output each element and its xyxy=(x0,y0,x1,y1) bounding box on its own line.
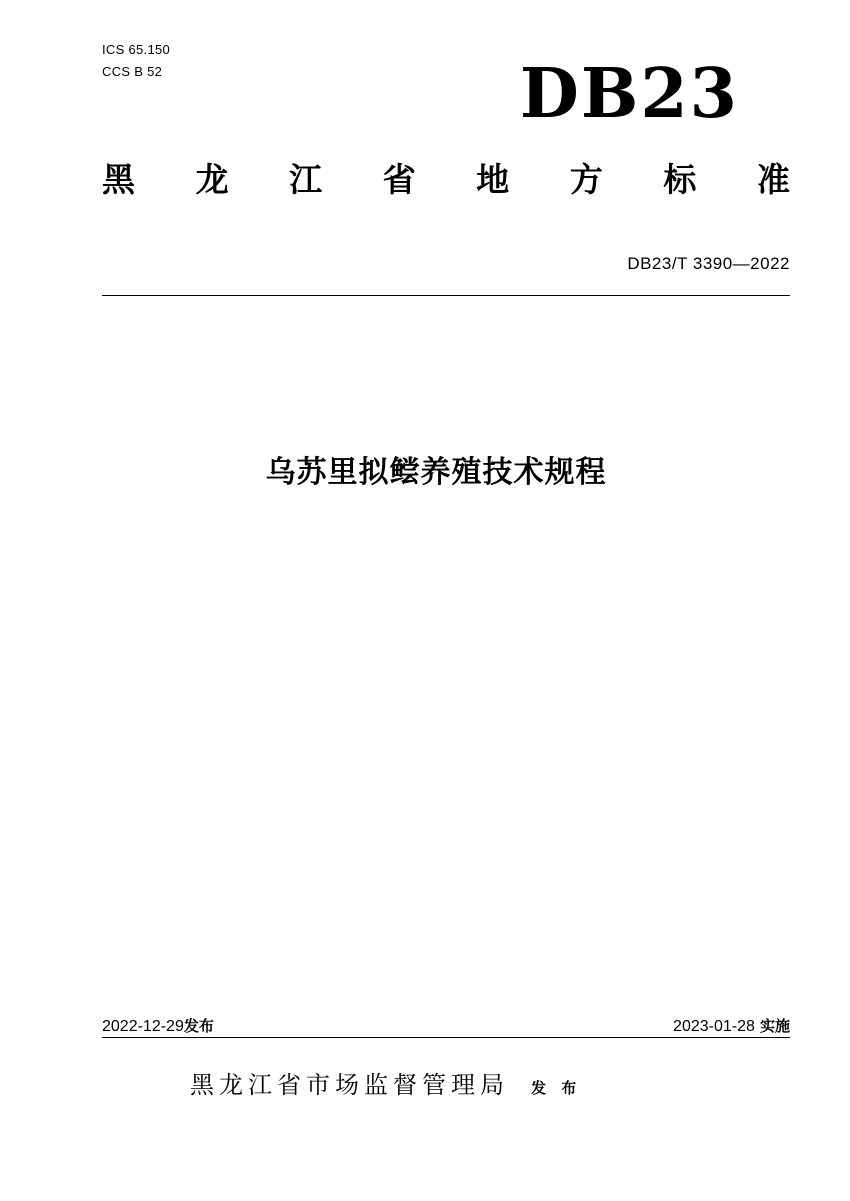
document-title: 乌苏里拟鲿养殖技术规程 xyxy=(265,455,607,490)
category-char: 标 xyxy=(663,160,697,199)
standard-logo: DB23 xyxy=(519,54,739,134)
standard-category xyxy=(102,158,790,202)
ics-code: ICS 65.150 xyxy=(102,42,171,57)
category-char: 地 xyxy=(476,160,510,199)
category-char: 省 xyxy=(382,160,416,199)
implement-date: 2023-01-28 xyxy=(673,1018,755,1035)
ccs-code: CCS B 52 xyxy=(102,64,163,79)
top-divider xyxy=(102,295,790,296)
implement-label: 实施 xyxy=(759,1017,790,1035)
category-char: 龙 xyxy=(195,160,229,199)
category-char: 江 xyxy=(289,160,323,199)
bottom-divider xyxy=(102,1037,790,1038)
implement-date-line xyxy=(673,1016,790,1037)
category-char: 黑 xyxy=(102,160,135,199)
issuer-line xyxy=(190,1068,581,1105)
issuer-action: 发 布 xyxy=(531,1079,582,1097)
category-char: 准 xyxy=(756,160,790,199)
release-date: 2022-12-29 xyxy=(102,1018,184,1035)
category-char: 方 xyxy=(569,160,603,199)
release-label: 发布 xyxy=(183,1017,214,1035)
standard-number: DB23/T 3390—2022 xyxy=(627,254,790,273)
issuer-name: 黑龙江省市场监督管理局 xyxy=(190,1071,509,1099)
release-date-line xyxy=(102,1016,214,1037)
